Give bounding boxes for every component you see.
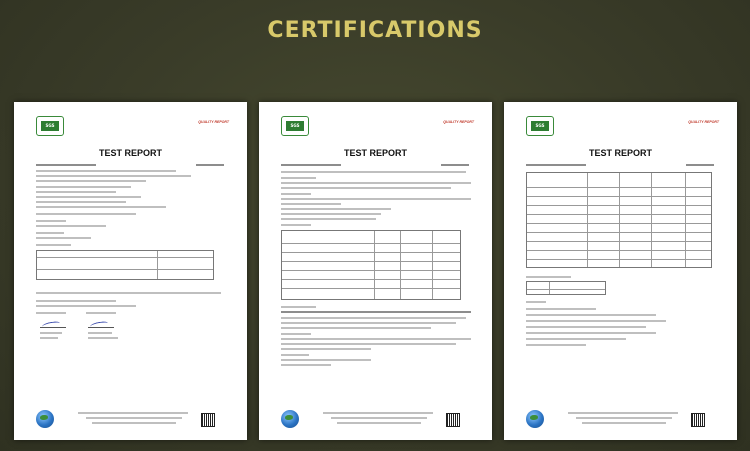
quality-report-label: QUALITY REPORT xyxy=(443,120,474,124)
certificate-2[interactable] xyxy=(259,102,492,440)
certificate-document xyxy=(271,110,480,434)
report-title: TEST REPORT xyxy=(98,148,162,158)
certificate-footer xyxy=(271,408,480,434)
page-title: CERTIFICATIONS xyxy=(267,18,483,43)
globe-icon xyxy=(281,410,299,428)
certificate-document xyxy=(516,110,725,434)
quality-report-label: QUALITY REPORT xyxy=(688,120,719,124)
certificate-1[interactable] xyxy=(14,102,247,440)
qr-code-icon xyxy=(691,413,705,427)
report-title: TEST REPORT xyxy=(343,148,407,158)
sgs-logo-icon: SGS xyxy=(36,116,64,136)
sgs-logo-icon: SGS xyxy=(281,116,309,136)
certificate-footer xyxy=(26,408,235,434)
quality-report-label: QUALITY REPORT xyxy=(198,120,229,124)
sgs-logo-icon: SGS xyxy=(526,116,554,136)
qr-code-icon xyxy=(201,413,215,427)
globe-icon xyxy=(36,410,54,428)
report-title: TEST REPORT xyxy=(588,148,652,158)
certificate-3[interactable] xyxy=(504,102,737,440)
certificate-footer xyxy=(516,408,725,434)
globe-icon xyxy=(526,410,544,428)
qr-code-icon xyxy=(446,413,460,427)
certificate-document xyxy=(26,110,235,434)
